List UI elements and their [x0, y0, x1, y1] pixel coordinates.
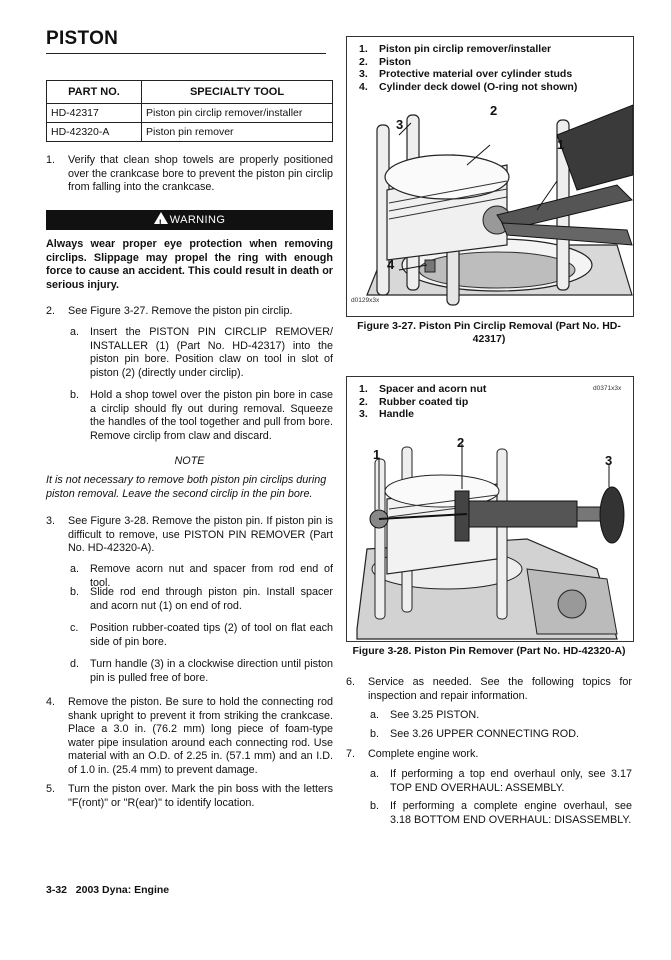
substep-letter: b.	[70, 389, 80, 401]
callout-2: 2	[490, 103, 498, 118]
step-number: 2.	[46, 305, 56, 317]
legend-item: 2. Piston	[359, 55, 412, 68]
legend-item: 1. Piston pin circlip remover/installer	[359, 43, 552, 55]
step-text: Service as needed. See the following topics for inspection and repair information.	[368, 676, 632, 702]
legend-item: 2. Rubber coated tip	[359, 395, 469, 408]
substep-letter: a.	[70, 326, 80, 338]
substep-text: If performing a complete engine overhaul, see 3.18 BOTTOM END OVERHAUL: DISASSEMBLY.	[390, 800, 632, 826]
substep-letter: b.	[370, 800, 380, 812]
substep-letter: b.	[70, 586, 80, 598]
table-header-row	[47, 81, 333, 104]
table-row	[47, 123, 333, 142]
callout-4: 4	[387, 257, 395, 272]
piston-pin-remover-illustration	[347, 429, 633, 641]
step-number: 1.	[46, 154, 56, 166]
warning-label: WARNING	[169, 214, 226, 226]
substep-text: Position rubber-coated tips (2) of tool on flat each side of pin bore.	[90, 622, 333, 648]
piston-circlip-removal-illustration	[347, 95, 633, 315]
warning-triangle-icon	[154, 212, 168, 224]
step-number: 5.	[46, 783, 56, 795]
substep-letter: d.	[70, 658, 80, 670]
step-number: 3.	[46, 515, 56, 527]
figure-3-28-caption: Figure 3-28. Piston Pin Remover (Part No. HD-42320-A)	[352, 645, 626, 657]
substep-letter: b.	[370, 728, 380, 740]
substep-text: Turn handle (3) in a clockwise direction until piston pin is pulled free of bore.	[90, 658, 333, 684]
page-title: PISTON	[46, 28, 119, 49]
note-text: It is not necessary to remove both piston pin circlips during piston removal. Leave the second circlip in the pin bore.	[46, 474, 327, 500]
figure-3-27-caption: Figure 3-27. Piston Pin Circlip Removal (Part No. HD-42317)	[357, 320, 621, 345]
substep-text: If performing a top end overhaul only, see 3.17 TOP END OVERHAUL: ASSEMBLY.	[390, 768, 632, 794]
step-number: 4.	[46, 696, 56, 708]
legend-item: 4. Cylinder deck dowel (O-ring not shown)	[359, 80, 578, 93]
callout-2: 2	[457, 435, 465, 450]
image-code: d0129x3x	[351, 297, 380, 304]
warning-text: Always wear proper eye protection when removing circlips. Slippage may propel the ring with enough force to cause an accident. This could result in death or serious injury.	[46, 238, 333, 291]
figure-3-27-box	[346, 36, 634, 317]
step-text: Remove the piston. Be sure to hold the connecting rod shank upright to prevent it from striking the crankcase. Place a 3.0 in. (76.2 mm) long piece of foam-type water pipe insulation around each connecting rod. Use material with an O.D. of 2.25 in. (57.1 mm) and an I.D. of 1.0 in. (25.4 mm) to prevent damage.	[68, 696, 333, 776]
legend-item: 3. Protective material over cylinder studs	[359, 68, 573, 81]
column-header-part-no: PART NO.	[47, 81, 142, 104]
legend-item: 1. Spacer and acorn nut	[359, 383, 487, 395]
specialty-tools-table	[46, 80, 333, 142]
step-text: Verify that clean shop towels are properly positioned over the crankcase bore to prevent the piston pin circlip from falling into the crankcase.	[68, 154, 333, 194]
callout-1: 1	[373, 447, 381, 462]
warning-banner	[46, 210, 333, 230]
page-footer: 3-32 2003 Dyna: Engine	[46, 884, 170, 896]
note-heading: NOTE	[174, 455, 205, 467]
step-number: 6.	[346, 676, 356, 688]
step-text: See Figure 3-27. Remove the piston pin circlip.	[68, 305, 293, 317]
substep-text: Hold a shop towel over the piston pin bore in case a circlip should fly out during removal. Squeeze the handles of the tool together and pull from bore. Remove circlip from claw and discard.	[90, 389, 333, 442]
substep-letter: c.	[70, 622, 79, 634]
image-code: d0371x3x	[593, 385, 622, 392]
part-number-cell: HD-42320-A	[47, 123, 142, 142]
part-number-cell: HD-42317	[47, 104, 142, 123]
callout-3: 3	[396, 117, 404, 132]
tool-name-cell: Piston pin remover	[142, 123, 333, 142]
tool-name-cell: Piston pin circlip remover/installer	[142, 104, 333, 123]
step-text: Complete engine work.	[368, 748, 479, 760]
figure-3-27-legend	[359, 43, 629, 93]
title-rule	[46, 53, 326, 54]
figure-3-28-box	[346, 376, 634, 642]
substep-letter: a.	[370, 709, 380, 721]
substep-text: See 3.26 UPPER CONNECTING ROD.	[390, 728, 579, 740]
substep-letter: a.	[370, 768, 380, 780]
table-row	[47, 104, 333, 123]
substep-text: Insert the PISTON PIN CIRCLIP REMOVER/ INSTALLER (1) (Part No. HD-42317) into the piston pin bore. Position claw on tool in slot of piston (2) (directly under circlip).	[90, 326, 333, 379]
legend-item: 3. Handle	[359, 408, 415, 421]
substep-text: Remove acorn nut and spacer from rod end of tool.	[90, 563, 333, 589]
substep-letter: a.	[70, 563, 80, 575]
step-number: 7.	[346, 748, 356, 760]
substep-text: Slide rod end through piston pin. Install spacer and acorn nut (1) on end of rod.	[90, 586, 333, 612]
callout-1: 1	[557, 137, 565, 152]
step-text: See Figure 3-28. Remove the piston pin. If piston pin is difficult to remove, use PISTON PIN REMOVER (Part No. HD-42320-A).	[68, 515, 333, 555]
figure-3-28-legend	[359, 383, 559, 421]
step-text: Turn the piston over. Mark the pin boss with the letters "F(ront)" or "R(ear)" to identify location.	[68, 783, 333, 809]
callout-3: 3	[605, 453, 613, 468]
substep-text: See 3.25 PISTON.	[390, 709, 480, 721]
column-header-specialty-tool: SPECIALTY TOOL	[142, 81, 333, 104]
